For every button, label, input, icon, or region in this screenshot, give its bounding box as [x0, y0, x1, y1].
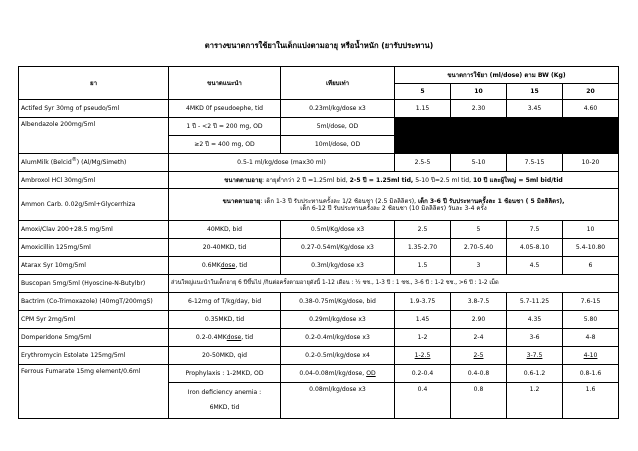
dose-5kg: 1.35-2.70 — [395, 239, 451, 257]
dose-15kg: 0.6-1.2 — [507, 365, 563, 383]
drug-name: Domperidone 5mg/5ml — [19, 329, 169, 347]
dose-20kg: 6 — [563, 257, 619, 275]
dose-5kg: 2.5-5 — [395, 154, 451, 172]
table-row — [19, 275, 619, 293]
dose-20kg: 4-10 — [563, 347, 619, 365]
age-dosage-note: ส่วนใหญ่แนะนำในเด็กอายุ 6 ปีขึ้นไป /กินต่อครั้งตามอายุดังนี้ 1-12 เดือน : ½ ชช., 1-3 ปี : 1 ชช., 3-6 ปี : 1-2 ชช., >6 ปี : 1-2 เม็ด — [169, 275, 619, 293]
dose-10kg: 5-10 — [451, 154, 507, 172]
recommended-dose: 0.6MKdose, tid — [169, 257, 281, 275]
equivalent-dose: 0.2-0.4ml/kg/dose x3 — [281, 329, 395, 347]
drug-name: Actifed Syr 30mg of pseudo/5ml — [19, 100, 169, 118]
dose-5kg: 0.4 — [395, 383, 451, 419]
table-row — [19, 100, 619, 118]
dose-10kg: 3.8-7.5 — [451, 293, 507, 311]
dose-5kg: 2.5 — [395, 221, 451, 239]
dose-20kg: 7.6-15 — [563, 293, 619, 311]
dose-15kg: 5.7-11.25 — [507, 293, 563, 311]
dose-5kg: 1-2 — [395, 329, 451, 347]
dose-15kg: 1.2 — [507, 383, 563, 419]
table-row — [19, 239, 619, 257]
equivalent-dose: 0.23ml/kg/dose x3 — [281, 100, 395, 118]
dose-20kg: 0.8-1.6 — [563, 365, 619, 383]
table-row — [19, 221, 619, 239]
recommended-dose: 6-12mg of T/kg/day, bid — [169, 293, 281, 311]
dose-10kg: 2-4 — [451, 329, 507, 347]
dose-15kg: 4.35 — [507, 311, 563, 329]
dose-10kg: 2.90 — [451, 311, 507, 329]
dose-15kg: 4.5 — [507, 257, 563, 275]
dose-15kg: 3-6 — [507, 329, 563, 347]
table-row — [19, 347, 619, 365]
dose-20kg: 5.80 — [563, 311, 619, 329]
dose-20kg: 10-20 — [563, 154, 619, 172]
drug-name: CPM Syr 2mg/5ml — [19, 311, 169, 329]
drug-name: Ferrous Fumarate 15mg element/0.6ml — [19, 365, 169, 419]
dose-20kg: 10 — [563, 221, 619, 239]
recommended-dose: ≥2 ปี = 400 mg, OD — [169, 136, 281, 154]
equivalent-dose: 0.3ml/kg/dose x3 — [281, 257, 395, 275]
dose-5kg: 1.15 — [395, 100, 451, 118]
recommended-dose: 20-40MKD, tid — [169, 239, 281, 257]
drug-name: Ammon Carb. 0.02g/5ml+Glycerrhiza — [19, 189, 169, 221]
header-weight-10: 10 — [451, 84, 507, 100]
dose-5kg: 1.45 — [395, 311, 451, 329]
dose-10kg: 2.30 — [451, 100, 507, 118]
dose-10kg: 3 — [451, 257, 507, 275]
dose-10kg: 2.70-5.40 — [451, 239, 507, 257]
table-row — [19, 189, 619, 221]
equivalent-dose: 0.38-0.75ml/Kg/dose, bid — [281, 293, 395, 311]
dosage-table — [18, 66, 619, 419]
drug-name: Amoxi/Clav 200+28.5 mg/5ml — [19, 221, 169, 239]
dose-10kg: 0.8 — [451, 383, 507, 419]
dose-15kg: 3-7.5 — [507, 347, 563, 365]
drug-name: Buscopan 5mg/5ml (Hyoscine-N-Butylbr) — [19, 275, 169, 293]
drug-name: Atarax Syr 10mg/5ml — [19, 257, 169, 275]
age-dosage-note: ขนาดตามอายุ: อายุต่ำกว่า 2 ปี =1.25ml bid, 2-5 ปี = 1.25ml tid, 5-10 ปี=2.5 ml tid, 10 ปี และผู้ใหญ่ = 5ml bid/tid — [169, 172, 619, 189]
header-drug: ยา — [19, 67, 169, 100]
blacked-out-cell — [395, 118, 619, 154]
drug-name: AlumMilk (Belcid®) (Al/Mg/Simeth) — [19, 154, 169, 172]
table-row — [19, 365, 619, 383]
table-row — [19, 293, 619, 311]
equivalent-dose: 5ml/dose, OD — [281, 118, 395, 136]
table-row — [19, 172, 619, 189]
equivalent-dose: 10ml/dose, OD — [281, 136, 395, 154]
dose-20kg: 4-8 — [563, 329, 619, 347]
recommended-dose: Iron deficiency anemia : 6MKD, tid — [169, 383, 281, 419]
header-by-weight: ขนาดการใช้ยา (ml/dose) ตาม BW (Kg) — [395, 67, 619, 84]
dose-20kg: 1.6 — [563, 383, 619, 419]
drug-name: Ambroxol HCl 30mg/5ml — [19, 172, 169, 189]
dose-20kg: 4.60 — [563, 100, 619, 118]
recommended-dose: 0.2-0.4MKdose, tid — [169, 329, 281, 347]
dose-20kg: 5.4-10.80 — [563, 239, 619, 257]
header-equivalent: เทียบเท่า — [281, 67, 395, 100]
dose-15kg: 7.5 — [507, 221, 563, 239]
dose-5kg: 0.2-0.4 — [395, 365, 451, 383]
dose-10kg: 0.4-0.8 — [451, 365, 507, 383]
header-row — [19, 67, 619, 84]
dose-15kg: 7.5-15 — [507, 154, 563, 172]
equivalent-dose: 0.29ml/kg/dose x3 — [281, 311, 395, 329]
equivalent-dose: 0.08ml/kg/dose x3 — [281, 383, 395, 419]
header-weight-15: 15 — [507, 84, 563, 100]
table-row — [19, 257, 619, 275]
age-dosage-note: ขนาดตามอายุ: เด็ก 1-3 ปี รับประทานครั้งละ 1/2 ช้อนชา (2.5 มิลลิลิตร), เด็ก 3-6 ปี รับประทานครั้งละ 1 ช้อนชา ( 5 มิลลิลิตร), เด็ก 6-12 ปี รับประทานครั้งละ 2 ช้อนชา (10 มิลลิลิตร) วันละ 3-4 ครั้ง — [169, 189, 619, 221]
equivalent-dose: 0.27-0.54ml/Kg/dose x3 — [281, 239, 395, 257]
drug-name: Erythromycin Estolate 125mg/5ml — [19, 347, 169, 365]
page-title: ตารางขนาดการใช้ยาในเด็กแบ่งตามอายุ หรือน้ำหนัก (ยารับประทาน) — [204, 41, 434, 50]
recommended-dose: 1 ปี - <2 ปี = 200 mg, OD — [169, 118, 281, 136]
drug-name: Albendazole 200mg/5ml — [19, 118, 169, 154]
dose-5kg: 1.9-3.75 — [395, 293, 451, 311]
dose-10kg: 5 — [451, 221, 507, 239]
dose-15kg: 4.05-8.10 — [507, 239, 563, 257]
table-row — [19, 311, 619, 329]
dose-15kg: 3.45 — [507, 100, 563, 118]
equivalent-dose: 0.04-0.08ml/kg/dose, OD — [281, 365, 395, 383]
recommended-dose: 20-50MKD, qid — [169, 347, 281, 365]
dose-10kg: 2-5 — [451, 347, 507, 365]
recommended-dose: 40MKD, bid — [169, 221, 281, 239]
dose-5kg: 1-2.5 — [395, 347, 451, 365]
recommended-dose: Prophylaxis : 1-2MKD, OD — [169, 365, 281, 383]
equivalent-dose: 0.5ml/Kg/dose x3 — [281, 221, 395, 239]
table-row — [19, 154, 619, 172]
header-weight-20: 20 — [563, 84, 619, 100]
header-recommended: ขนาดแนะนำ — [169, 67, 281, 100]
drug-name: Bactrim (Co-Trimoxazole) (40mgT/200mgS) — [19, 293, 169, 311]
header-weight-5: 5 — [395, 84, 451, 100]
equivalent-dose: 0.2-0.5ml/kg/dose x4 — [281, 347, 395, 365]
dose-5kg: 1.5 — [395, 257, 451, 275]
drug-name: Amoxicillin 125mg/5ml — [19, 239, 169, 257]
table-row — [19, 118, 619, 136]
recommended-dose: 0.35MKD, tid — [169, 311, 281, 329]
recommended-dose: 4MKD 0f pseudoephe, tid — [169, 100, 281, 118]
recommended-dose: 0.5-1 ml/kg/dose (max30 ml) — [169, 154, 395, 172]
table-row — [19, 329, 619, 347]
